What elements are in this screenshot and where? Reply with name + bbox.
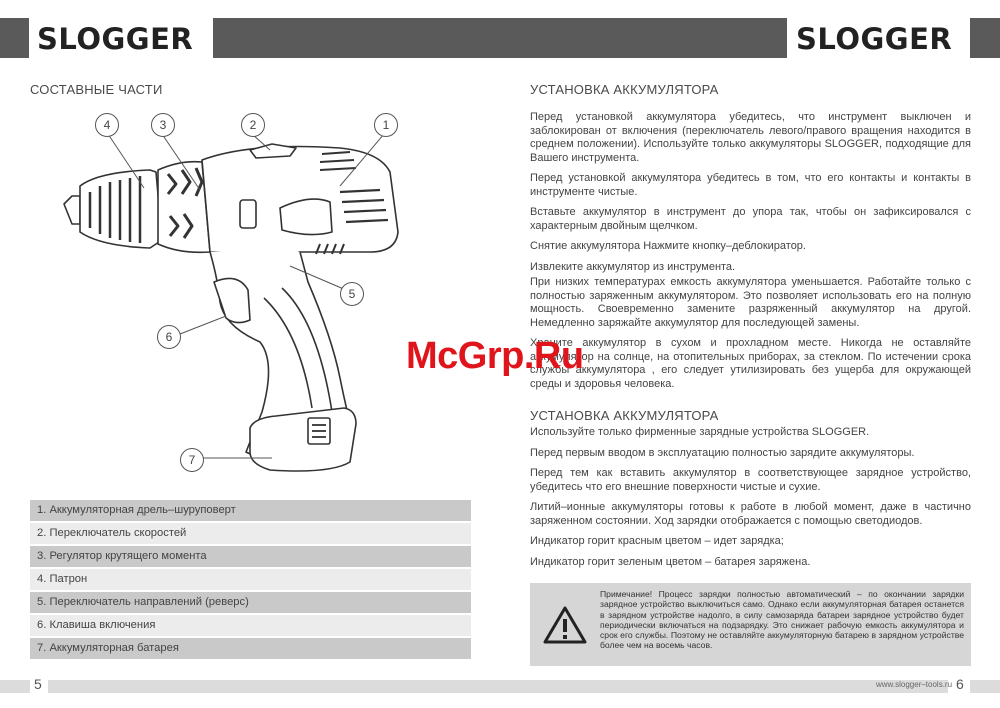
paragraph: Перед тем как вставить аккумулятор в соответствующее зарядное устройство, убедитесь что его внешние поверхности чистые и сухие.: [530, 467, 971, 493]
brand-logo-right: SLOGGER: [796, 22, 953, 56]
paragraph: Перед первым вводом в эксплуатацию полностью зарядите аккумуляторы.: [530, 446, 915, 459]
parts-list-item: 4. Патрон: [30, 569, 471, 590]
page-number-left: 5: [34, 676, 42, 692]
header-bar-left: [0, 18, 29, 58]
section-title: УСТАНОВКА АККУМУЛЯТОРА: [530, 408, 719, 423]
paragraph: Извлеките аккумулятор из инструмента.: [530, 260, 736, 273]
watermark: McGrp.Ru: [406, 335, 584, 377]
parts-list-item: 1. Аккумуляторная дрель–шуруповерт: [30, 500, 471, 521]
warning-text: Примечание! Процесс зарядки полностью автоматический – по окончании зарядки зарядное устройство выключиться само. Однако если аккумуляторная батарея останется в зарядном устройстве надолго, в силу самозаряда батареи зарядное устройство будет периодически включаться на подзарядку. Это снижает рабочую емкость аккумулятора и срок его службы. Поэтому не оставляйте аккумуляторную батарею в зарядном устройстве более чем на восемь часов.: [600, 589, 964, 651]
callout-1: 1: [374, 113, 398, 137]
drill-illustration: [50, 112, 430, 482]
paragraph: При низких температурах емкость аккумулятора уменьшается. Работайте только с полностью заряженным аккумулятором. Это позволяет использовать его на полную мощность. Своевременно замените разряженный аккумулятор на другой. Немедленно заряжайте аккумулятор для последующей замены.: [530, 276, 971, 329]
callout-7: 7: [180, 448, 204, 472]
page-number-right: 6: [956, 676, 964, 692]
paragraph: Храните аккумулятор в сухом и прохладном месте. Никогда не оставляйте аккумулятор на солнце, на отопительных приборах, за стеклом. По истечении срока службы аккумулятора , его следует утилизировать без ущерба для окружающей среды и здоровья человека.: [530, 337, 971, 390]
callout-5: 5: [340, 282, 364, 306]
paragraph: Перед установкой аккумулятора убедитесь в том, что его контакты и контакты в инструменте чистые.: [530, 172, 971, 198]
parts-list-item: 5. Переключатель направлений (реверс): [30, 592, 471, 613]
section-title: УСТАНОВКА АККУМУЛЯТОРА: [530, 82, 719, 97]
charging-section: [530, 408, 971, 576]
footer-bar-middle: [48, 680, 948, 693]
parts-list-item: 6. Клавиша включения: [30, 615, 471, 636]
paragraph: Перед установкой аккумулятора убедитесь, что инструмент выключен и заблокирован от включения (переключатель левого/правого вращения находится в среднем положении). Используйте только аккумуляторы SLOGGER, подходящие для Вашего инструмента.: [530, 111, 971, 164]
callout-3: 3: [151, 113, 175, 137]
parts-list-item: 2. Переключатель скоростей: [30, 523, 471, 544]
battery-install-section: [530, 82, 971, 398]
header-bar-middle: [213, 18, 787, 58]
components-title: СОСТАВНЫЕ ЧАСТИ: [30, 82, 163, 97]
footer-bar-left: [0, 680, 30, 693]
parts-list-item: 3. Регулятор крутящего момента: [30, 546, 471, 567]
website-link[interactable]: www.slogger–tools.ru: [876, 680, 953, 689]
paragraph: Индикатор горит красным цветом – идет зарядка;: [530, 535, 784, 547]
header-bar-right: [970, 18, 1000, 58]
paragraph: Литий–ионные аккумуляторы готовы к работе в любой момент, даже в частично заряженном состоянии. Ход зарядки отображается с помощью светодиодов.: [530, 501, 971, 527]
callout-2: 2: [241, 113, 265, 137]
callout-4: 4: [95, 113, 119, 137]
paragraph: Снятие аккумулятора Нажмите кнопку–деблокиратор.: [530, 240, 806, 252]
paragraph: Индикатор горит зеленым цветом – батарея заряжена.: [530, 555, 811, 568]
brand-logo-left: SLOGGER: [37, 22, 194, 56]
paragraph: Вставьте аккумулятор в инструмент до упора так, чтобы он зафиксировался с характерным двойным щелчком.: [530, 206, 971, 232]
warning-note: [530, 583, 971, 666]
parts-list: [30, 500, 471, 661]
parts-list-item: 7. Аккумуляторная батарея: [30, 638, 471, 659]
callout-6: 6: [157, 325, 181, 349]
paragraph: Используйте только фирменные зарядные устройства SLOGGER.: [530, 426, 870, 438]
footer-bar-right: [970, 680, 1000, 693]
warning-icon: [542, 605, 588, 645]
